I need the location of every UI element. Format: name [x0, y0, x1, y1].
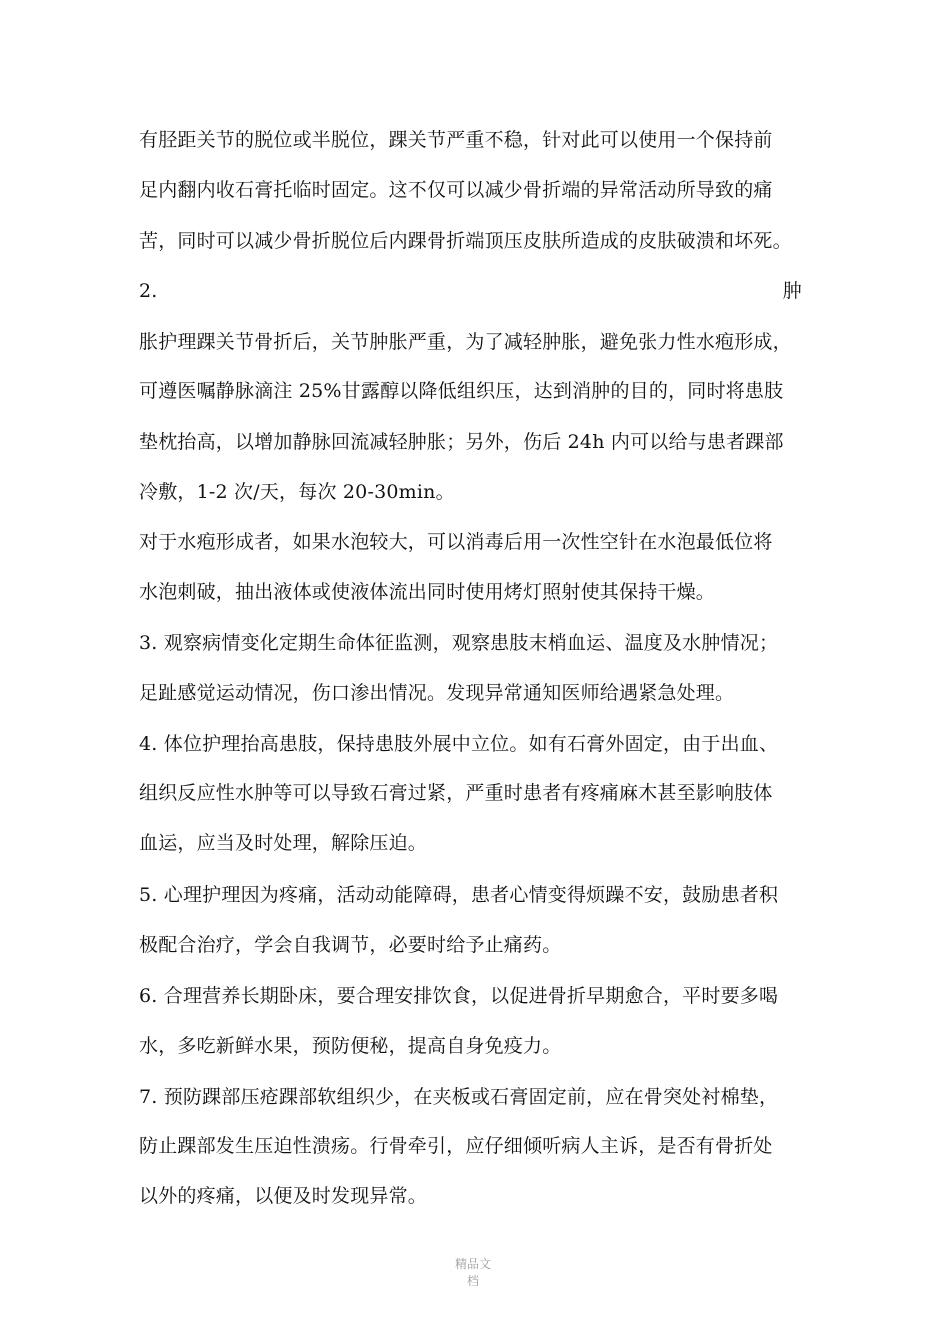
text-line-12: 足趾感觉运动情况，伤口渗出情况。发现异常通知医师给遇紧急处理。: [139, 682, 735, 704]
text-line-1: 有胫距关节的脱位或半脱位，踝关节严重不稳，针对此可以使用一个保持前: [139, 129, 773, 151]
text-line-8: 冷敷，1-2 次/天，每次 20-30min。: [139, 481, 455, 503]
text-line-20: 7. 预防踝部压疮踝部软组织少，在夹板或石膏固定前，应在骨突处衬棉垫，: [139, 1086, 779, 1108]
text-line-15: 血运，应当及时处理，解除压迫。: [139, 832, 428, 854]
text-line-16: 5. 心理护理因为疼痛，活动动能障碍，患者心情变得烦躁不安，鼓励患者积: [139, 884, 779, 906]
text-line-17: 极配合治疗，学会自我调节，必要时给予止痛药。: [139, 934, 562, 956]
line-end-char: 肿: [782, 280, 802, 302]
footer-line-1: 精品文: [454, 1257, 491, 1271]
text-line-7: 垫枕抬高，以增加静脉回流减轻肿胀；另外，伤后 24h 内可以给与患者踝部: [139, 431, 784, 453]
page-footer: [446, 1256, 500, 1290]
text-line-19: 水，多吃新鲜水果，预防便秘，提高自身免疫力。: [139, 1035, 562, 1057]
item-number-2: 2.: [139, 280, 158, 302]
text-line-9: 对于水疱形成者，如果水泡较大，可以消毒后用一次性空针在水泡最低位将: [139, 531, 773, 553]
text-line-5: 胀护理踝关节骨折后，关节肿胀严重，为了减轻肿胀，避免张力性水疱形成，: [139, 331, 792, 353]
text-line-3: 苦，同时可以减少骨折脱位后内踝骨折端顶压皮肤所造成的皮肤破溃和坏死。: [139, 230, 792, 252]
text-line-21: 防止踝部发生压迫性溃疡。行骨牵引，应仔细倾听病人主诉，是否有骨折处: [139, 1135, 773, 1157]
text-line-11: 3. 观察病情变化定期生命体征监测，观察患肢末梢血运、温度及水肿情况；: [139, 632, 779, 654]
footer-line-2: 档: [466, 1274, 479, 1288]
text-line-14: 组织反应性水肿等可以导致石膏过紧，严重时患者有疼痛麻木甚至影响肢体: [139, 782, 773, 804]
text-line-2: 足内翻内收石膏托临时固定。这不仅可以减少骨折端的异常活动所导致的痛: [139, 179, 773, 201]
text-line-13: 4. 体位护理抬高患肢，保持患肢外展中立位。如有石膏外固定，由于出血、: [139, 733, 779, 755]
text-line-6: 可遵医嘱静脉滴注 25%甘露醇以降低组织压，达到消肿的目的，同时将患肢: [139, 380, 784, 402]
text-line-18: 6. 合理营养长期卧床，要合理安排饮食，以促进骨折早期愈合，平时要多喝: [139, 985, 779, 1007]
text-line-10: 水泡刺破，抽出液体或使液体流出同时使用烤灯照射使其保持干燥。: [139, 581, 716, 603]
text-line-22: 以外的疼痛，以便及时发现异常。: [139, 1185, 428, 1207]
text-line-4: [139, 279, 802, 303]
